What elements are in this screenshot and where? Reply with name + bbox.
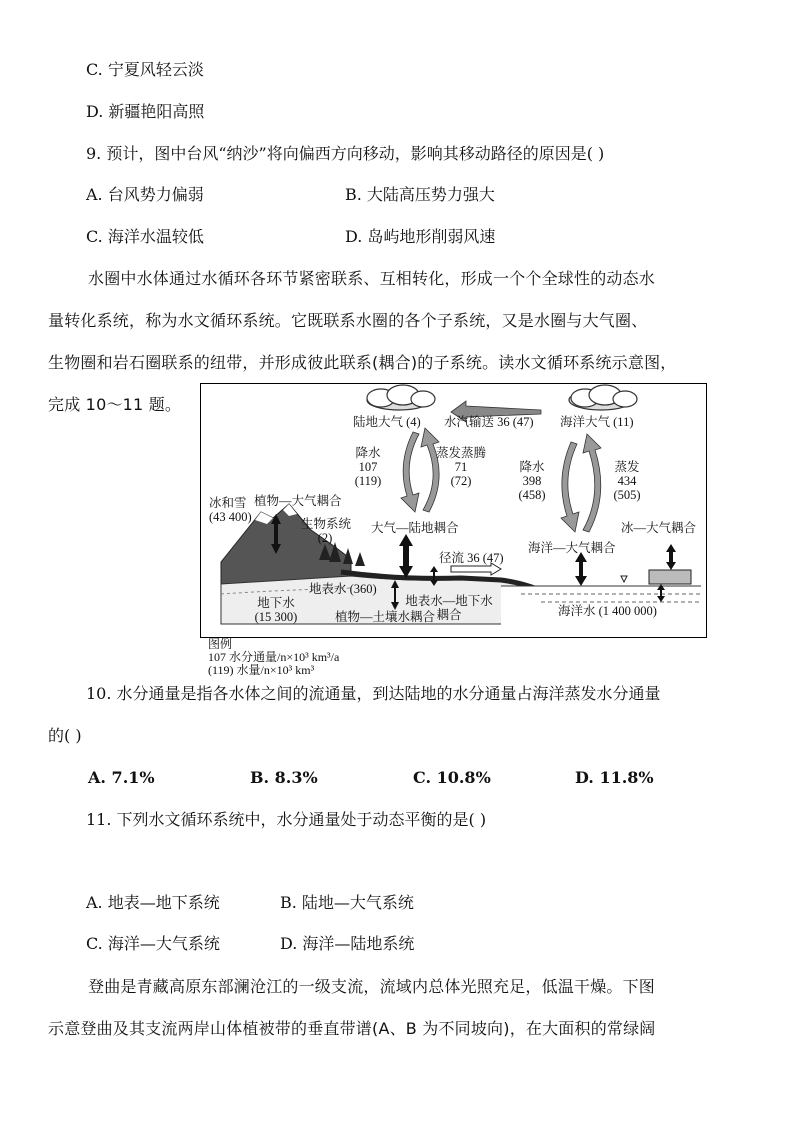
precip-ocean-label: 降水 398 (458)	[518, 460, 546, 502]
q9-option-c: C. 海洋水温较低	[86, 227, 204, 246]
intro-line-2: 量转化系统，称为水文循环系统。它既联系水圈的各个子系统，又是水圈与大气圈、	[48, 311, 648, 330]
legend-title: 图例	[208, 637, 233, 651]
ice-snow-label: 冰和雪 (43 400)	[209, 496, 252, 524]
q9-option-d: D. 岛屿地形削弱风速	[345, 227, 496, 246]
q10-option-b: B. 8.3%	[250, 768, 318, 787]
q9-stem: 9. 预计，图中台风“纳沙”将向偏西方向移动，影响其移动路径的原因是( )	[86, 144, 605, 163]
intro-line-4: 完成 10～11 题。	[48, 395, 182, 414]
precip-land-arrow	[401, 432, 419, 512]
q10-option-c: C. 10.8%	[413, 768, 491, 787]
ocean-atmosphere-label: 海洋大气 (11)	[560, 415, 634, 429]
next-intro-line-2: 示意登曲及其支流两岸山体植被带的垂直带谱(A、B 为不同坡向)，在大面积的常绿阔	[48, 1019, 656, 1038]
ice-atm-coupling-label: 冰—大气耦合	[621, 521, 697, 535]
evap-ocean-label: 蒸发 434 (505)	[613, 460, 641, 502]
land-atmosphere-label: 陆地大气 (4)	[353, 415, 421, 429]
plant-soil-coupling-label: 植物—土壤水耦合	[335, 610, 436, 624]
water-cycle-diagram	[200, 383, 707, 638]
plant-atmosphere-label: 植物—大气耦合	[254, 494, 342, 508]
legend-volume: (119) 水量/n×10³ km³	[208, 663, 315, 677]
q11-option-d: D. 海洋—陆地系统	[280, 934, 415, 953]
cloud-icon	[569, 385, 637, 410]
q8-option-d: D. 新疆艳阳高照	[86, 102, 205, 121]
ice-block	[649, 570, 691, 584]
evap-ocean-arrow	[583, 434, 601, 532]
sw-gw-coupling-label: 地表水—地下水 耦合	[405, 594, 493, 622]
vapor-transport-label: 水汽输送 36 (47)	[444, 415, 534, 429]
q10-stem-line-2: 的( )	[48, 726, 82, 745]
q11-option-a: A. 地表—地下系统	[86, 893, 220, 912]
q9-option-b: B. 大陆高压势力强大	[345, 185, 495, 204]
intro-line-3: 生物圈和岩石圈联系的纽带，并形成彼此联系(耦合)的子系统。读水文循环系统示意图，	[48, 353, 677, 372]
precip-land-label: 降水 107 (119)	[354, 446, 382, 488]
cloud-icon	[367, 385, 435, 410]
q11-option-b: B. 陆地—大气系统	[280, 893, 414, 912]
atm-land-coupling-label: 大气—陆地耦合	[371, 521, 459, 535]
next-intro-line-1: 登曲是青藏高原东部澜沧江的一级支流，流域内总体光照充足，低温干燥。下图	[88, 977, 656, 996]
intro-line-1: 水圈中水体通过水循环各环节紧密联系、互相转化，形成一个个全球性的动态水	[88, 269, 656, 288]
precip-ocean-arrow	[561, 442, 579, 532]
groundwater-label: 地下水 (15 300)	[254, 596, 298, 624]
legend-flux: 107 水分通量/n×10³ km³/a	[208, 650, 340, 664]
bio-system-label: 生物系统 (2)	[301, 517, 352, 545]
q10-stem-line-1: 10. 水分通量是指各水体之间的流通量，到达陆地的水分通量占海洋蒸发水分通量	[86, 684, 661, 703]
evap-land-label: 蒸发蒸腾 71 (72)	[436, 446, 487, 488]
surface-water-label: 地表水 (360)	[309, 582, 377, 596]
q9-option-a: A. 台风势力偏弱	[86, 185, 204, 204]
q10-option-d: D. 11.8%	[575, 768, 654, 787]
q8-option-c: C. 宁夏风轻云淡	[86, 60, 204, 79]
ocean-atm-coupling-label: 海洋—大气耦合	[528, 541, 616, 555]
seawater-label: 海洋水 (1 400 000)	[558, 604, 657, 618]
q11-stem: 11. 下列水文循环系统中，水分通量处于动态平衡的是( )	[86, 810, 487, 829]
runoff-label: 径流 36 (47)	[439, 551, 504, 565]
q11-option-c: C. 海洋—大气系统	[86, 934, 220, 953]
q10-option-a: A. 7.1%	[88, 768, 155, 787]
